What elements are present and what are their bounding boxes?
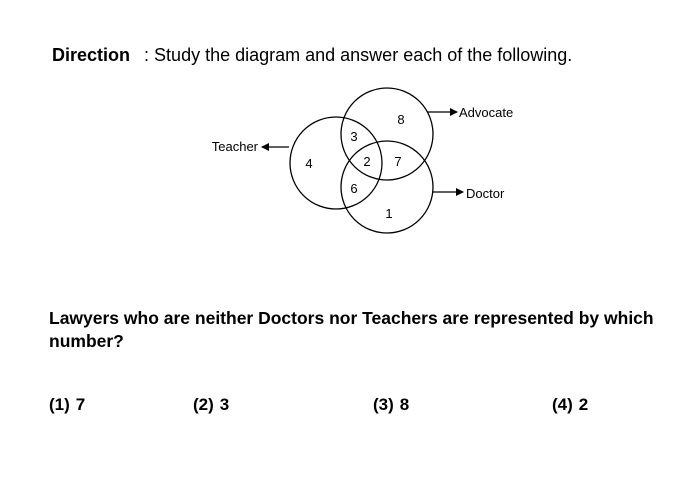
teacher-label: Teacher [211,139,258,154]
option-4[interactable] [552,395,588,415]
advocate-label: Advocate [459,105,514,120]
direction-label: Direction [52,45,131,65]
region-teacher-only: 4 [305,156,313,171]
option-value: 3 [219,395,230,414]
doctor-label: Doctor [466,186,505,201]
region-doctor-only: 1 [385,206,393,221]
option-number: (3) [373,395,394,414]
option-number: (4) [552,395,573,414]
question-text: Lawyers who are neither Doctors nor Teachers are represented by which number? [49,308,654,351]
region-advocate-only: 8 [397,112,405,127]
direction-colon: : [144,45,150,65]
option-value: 2 [578,395,589,414]
option-number: (1) [49,395,70,414]
option-2[interactable] [193,395,229,415]
direction-instructions: Study the diagram and answer each of the following. [154,45,573,65]
option-1[interactable] [49,395,85,415]
option-3[interactable] [373,395,409,415]
region-advocate-doctor: 7 [394,154,402,169]
region-teacher-advocate: 3 [350,129,358,144]
option-value: 7 [75,395,86,414]
region-all-three: 2 [363,154,371,169]
option-value: 8 [399,395,410,414]
region-teacher-doctor: 6 [350,181,358,196]
option-number: (2) [193,395,214,414]
